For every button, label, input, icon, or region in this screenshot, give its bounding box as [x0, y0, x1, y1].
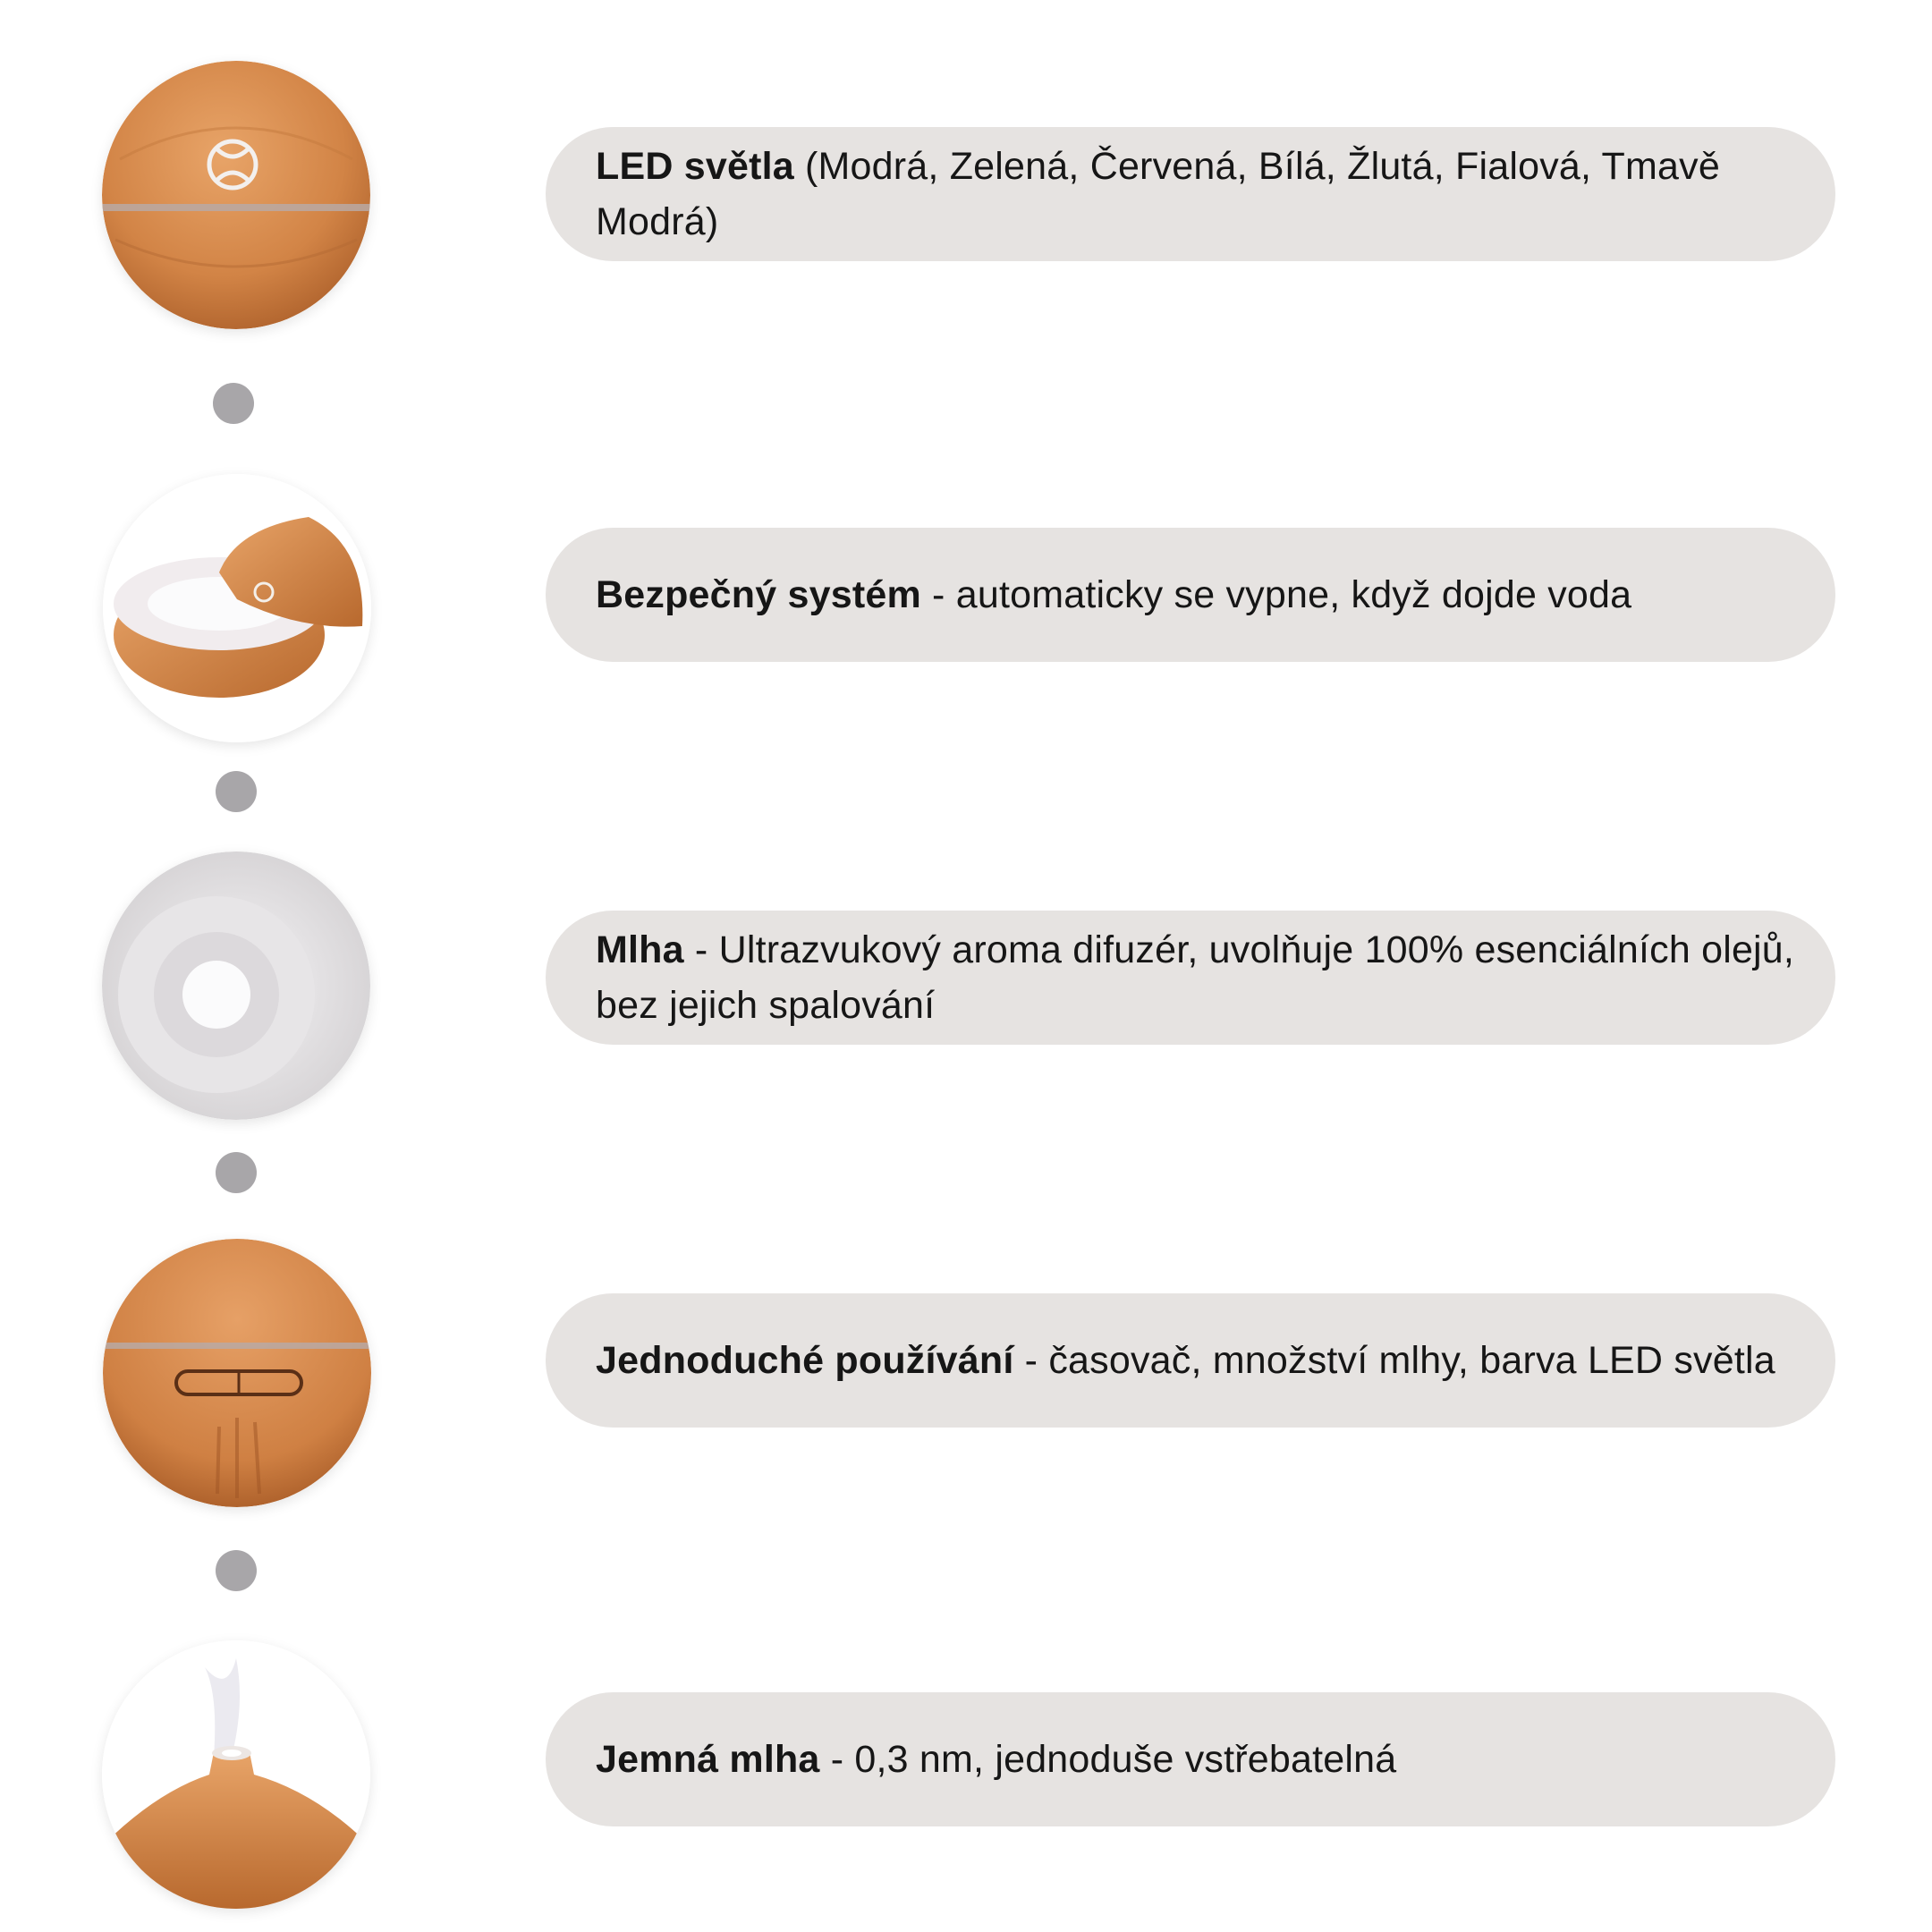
feature-image-mist: [102, 852, 370, 1120]
feature-image-led: [102, 61, 370, 329]
feature-fine-mist: [546, 1692, 1835, 1826]
feature-led-lights: [546, 127, 1835, 261]
connector-dot: [216, 1550, 257, 1591]
diffuser-open-lid-icon: [103, 474, 371, 742]
feature-description: - časovač, množství mlhy, barva LED světla: [1013, 1339, 1775, 1382]
feature-image-safety: [103, 474, 371, 742]
feature-image-easy-use: [103, 1239, 371, 1507]
diffuser-buttons-icon: [103, 1239, 371, 1507]
feature-title: Mlha: [596, 928, 684, 971]
feature-image-fine-mist: [102, 1640, 370, 1909]
feature-description: - 0,3 nm, jednoduše vstřebatelná: [819, 1738, 1397, 1781]
feature-easy-use: [546, 1293, 1835, 1428]
diffuser-mist-nozzle-icon: [102, 1640, 370, 1909]
feature-title: Bezpečný systém: [596, 573, 921, 616]
connector-dot: [216, 771, 257, 812]
feature-mist-text: [596, 922, 1800, 1033]
wooden-diffuser-top-logo-icon: [102, 61, 370, 329]
connector-dot: [216, 1152, 257, 1193]
connector-dot: [213, 383, 254, 424]
ultrasonic-chamber-icon: [102, 852, 370, 1120]
feature-safety-system-text: [596, 567, 1631, 623]
feature-description: - automaticky se vypne, když dojde voda: [920, 573, 1632, 616]
feature-led-lights-text: [596, 139, 1800, 250]
feature-title: Jednoduché používání: [596, 1339, 1014, 1382]
feature-easy-use-text: [596, 1333, 1775, 1388]
feature-title: LED světla: [596, 145, 794, 188]
feature-description: (Modrá, Zelená, Červená, Bílá, Žlutá, Fialová, Tmavě Modrá): [596, 145, 1720, 243]
feature-safety-system: [546, 528, 1835, 662]
feature-fine-mist-text: [596, 1732, 1396, 1787]
feature-title: Jemná mlha: [596, 1738, 820, 1781]
feature-mist: [546, 911, 1835, 1045]
feature-description: - Ultrazvukový aroma difuzér, uvolňuje 100% esenciálních olejů, bez jejich spalování: [596, 928, 1795, 1027]
